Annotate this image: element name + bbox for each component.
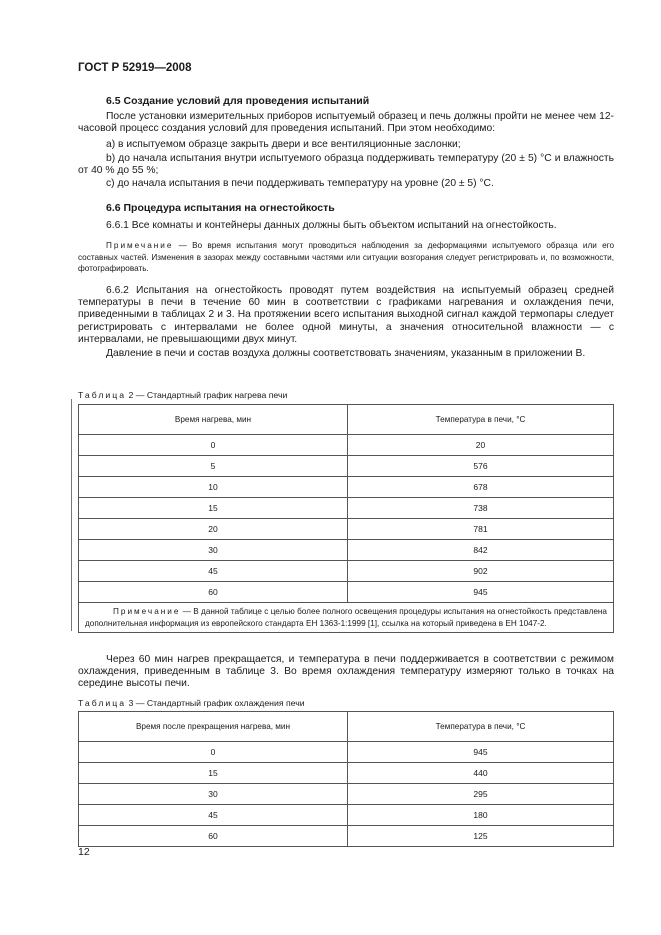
note-label: Примечание <box>106 241 174 250</box>
table-2-caption <box>78 390 287 400</box>
table-cell: 60 <box>79 582 348 603</box>
table-cell: 902 <box>348 561 614 582</box>
table-cell: 842 <box>348 540 614 561</box>
table-cell: 30 <box>79 540 348 561</box>
table-2-note <box>79 603 614 633</box>
table-cell: 45 <box>79 805 348 826</box>
table-3-header-temp: Температура в печи, °С <box>348 712 614 742</box>
table-cell: 5 <box>79 456 348 477</box>
table-cell: 738 <box>348 498 614 519</box>
table-cell: 945 <box>348 742 614 763</box>
table-note-row <box>79 603 614 633</box>
note-observations <box>78 240 614 275</box>
table-cell: 576 <box>348 456 614 477</box>
table-row <box>79 435 614 456</box>
table-row <box>79 826 614 847</box>
table-row <box>79 456 614 477</box>
table-2-header-time: Время нагрева, мин <box>79 405 348 435</box>
table-cell: 678 <box>348 477 614 498</box>
table-2-note-label: Примечание <box>113 607 181 616</box>
margin-line <box>71 399 72 631</box>
paragraph-cooling: Через 60 мин нагрев прекращается, и температура в печи поддерживается в соответствии с режимом охлаждения, приведенным в таблице 3. Во время охлаждения температуру измеряют только в точках на середине высоты печи. <box>78 654 614 690</box>
table-cooling-schedule <box>78 711 614 847</box>
table-row <box>79 805 614 826</box>
table-cell: 781 <box>348 519 614 540</box>
paragraph-conditioning: После установки измерительных приборов испытуемый образец и печь должны пройти не менее чем 12-часовой процесс создания условий для проведения испытаний. При этом необходимо: <box>78 111 614 135</box>
table-cell: 30 <box>79 784 348 805</box>
note-text: — Во время испытания могут проводиться наблюдения за деформациями испытуемого образца или его составных частей. Изменения в зазорах между составными частями или ситуации возгорания следует регистрировать и, по возможности, фотографировать. <box>78 241 614 274</box>
list-item-b: b) до начала испытания внутри испытуемого образца поддерживать температуру (20 ± 5) °С и влажность от 40 % до 55 %; <box>78 153 614 177</box>
section-heading-6-5: 6.5 Создание условий для проведения испытаний <box>106 95 370 107</box>
table-cell: 15 <box>79 763 348 784</box>
table-row <box>79 477 614 498</box>
table-cell: 60 <box>79 826 348 847</box>
table-cell: 440 <box>348 763 614 784</box>
table-3-caption-text: 3 — Стандартный график охлаждения печи <box>126 698 305 708</box>
table-cell: 0 <box>79 435 348 456</box>
paragraph-pressure: Давление в печи и состав воздуха должны соответствовать значениям, указанным в приложении В. <box>106 348 586 359</box>
table-cell: 20 <box>79 519 348 540</box>
table-heating-schedule <box>78 404 614 633</box>
table-2-header-temp: Температура в печи, °С <box>348 405 614 435</box>
table-cell: 0 <box>79 742 348 763</box>
table-row <box>79 742 614 763</box>
document-id: ГОСТ Р 52919—2008 <box>78 62 192 74</box>
table-3-caption-label: Таблица <box>78 698 127 708</box>
paragraph-6-6-2: 6.6.2 Испытания на огнестойкость проводят путем воздействия на испытуемый образец средней температуры в печи в течение 60 мин в соответствии с графиками нагревания и охлаждения печи, приведенными в таблицах 2 и 3. На протяжении всего испытания выходной сигнал каждой термопары следует регистрировать с интервалами не более одной минуты, а значения относительной влажности — с интервалами, не превышающими двух минут. <box>78 285 614 345</box>
table-row <box>79 561 614 582</box>
table-cell: 295 <box>348 784 614 805</box>
table-cell: 20 <box>348 435 614 456</box>
table-2-caption-text: 2 — Стандартный график нагрева печи <box>126 390 288 400</box>
page-number: 12 <box>78 846 90 858</box>
table-cell: 15 <box>79 498 348 519</box>
list-item-c: с) до начала испытания в печи поддерживать температуру на уровне (20 ± 5) °С. <box>106 178 494 189</box>
table-row <box>79 498 614 519</box>
table-3-header-time: Время после прекращения нагрева, мин <box>79 712 348 742</box>
table-cell: 180 <box>348 805 614 826</box>
table-cell: 945 <box>348 582 614 603</box>
table-row <box>79 763 614 784</box>
table-row <box>79 519 614 540</box>
table-row <box>79 784 614 805</box>
table-cell: 125 <box>348 826 614 847</box>
table-3-caption <box>78 698 305 708</box>
table-row <box>79 540 614 561</box>
table-cell: 10 <box>79 477 348 498</box>
paragraph-6-6-1: 6.6.1 Все комнаты и контейнеры данных должны быть объектом испытаний на огнестойкость. <box>106 220 557 231</box>
table-cell: 45 <box>79 561 348 582</box>
list-item-a: а) в испытуемом образце закрыть двери и все вентиляционные заслонки; <box>106 139 461 150</box>
table-2-caption-label: Таблица <box>78 390 127 400</box>
section-heading-6-6: 6.6 Процедура испытания на огнестойкость <box>106 202 335 214</box>
table-row <box>79 582 614 603</box>
table-2-note-text: — В данной таблице с целью более полного освещения процедуры испытания на огнестойкость представлена дополнительная информация из европейского стандарта ЕН 1363-1:1999 [1], ссылка на который приведена в ЕН 1047-2. <box>85 607 607 628</box>
